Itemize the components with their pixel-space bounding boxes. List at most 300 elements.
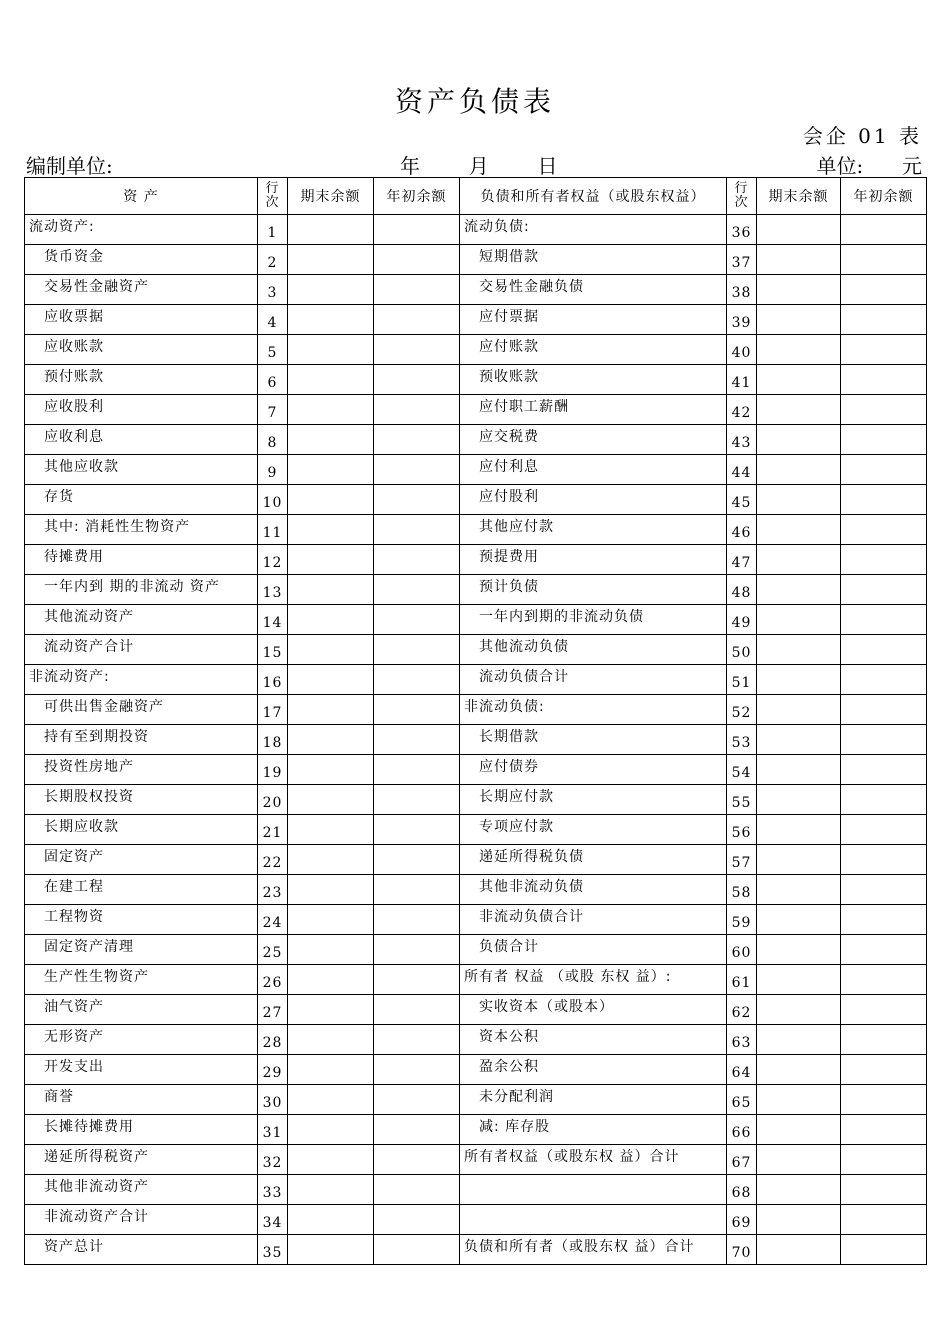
asset-begin-balance-cell (374, 1085, 460, 1115)
table-row (25, 815, 927, 845)
table-row (25, 755, 927, 785)
liability-begin-balance-cell (841, 905, 927, 935)
asset-item: 流动资产合计 (25, 635, 258, 665)
liability-line-no: 50 (727, 635, 757, 665)
asset-begin-balance-cell (374, 1115, 460, 1145)
liability-end-balance-cell (757, 335, 841, 365)
asset-end-balance-cell (288, 425, 374, 455)
asset-line-no: 9 (258, 455, 288, 485)
table-row (25, 605, 927, 635)
asset-end-balance-cell (288, 995, 374, 1025)
asset-item: 资产总计 (25, 1235, 258, 1265)
asset-end-balance-cell (288, 1145, 374, 1175)
asset-begin-balance-cell (374, 815, 460, 845)
table-row (25, 665, 927, 695)
liability-begin-balance-cell (841, 335, 927, 365)
liability-line-no: 37 (727, 245, 757, 275)
asset-item: 生产性生物资产 (25, 965, 258, 995)
liability-end-balance-cell (757, 995, 841, 1025)
table-row (25, 635, 927, 665)
asset-line-no: 13 (258, 575, 288, 605)
balance-sheet-table (24, 177, 927, 1265)
liability-item: 实收资本（或股本） (460, 995, 727, 1025)
liability-begin-balance-cell (841, 305, 927, 335)
liability-end-balance-cell (757, 815, 841, 845)
asset-item: 流动资产: (25, 215, 258, 245)
asset-end-balance-cell (288, 455, 374, 485)
liability-end-balance-cell (757, 605, 841, 635)
table-row (25, 275, 927, 305)
unit-value: 元 (902, 154, 922, 178)
liability-end-balance-cell (757, 965, 841, 995)
liability-begin-balance-cell (841, 665, 927, 695)
currency-unit (817, 150, 922, 179)
asset-item: 工程物资 (25, 905, 258, 935)
liability-begin-balance-cell (841, 965, 927, 995)
asset-begin-balance-cell (374, 395, 460, 425)
asset-begin-balance-cell (374, 935, 460, 965)
asset-begin-balance-cell (374, 455, 460, 485)
asset-end-balance-cell (288, 515, 374, 545)
liability-line-no: 41 (727, 365, 757, 395)
asset-end-balance-cell (288, 1205, 374, 1235)
table-row (25, 845, 927, 875)
liability-end-balance-cell (757, 635, 841, 665)
asset-end-balance-cell (288, 485, 374, 515)
asset-end-balance-cell (288, 335, 374, 365)
liability-line-no: 43 (727, 425, 757, 455)
table-row (25, 575, 927, 605)
liability-end-balance-cell (757, 305, 841, 335)
liability-line-no: 49 (727, 605, 757, 635)
liability-item: 资本公积 (460, 1025, 727, 1055)
table-row (25, 785, 927, 815)
asset-item: 应收利息 (25, 425, 258, 455)
asset-item: 其他非流动资产 (25, 1175, 258, 1205)
asset-end-balance-cell (288, 695, 374, 725)
table-row (25, 1055, 927, 1085)
asset-line-no: 3 (258, 275, 288, 305)
liability-line-no: 55 (727, 785, 757, 815)
table-row (25, 935, 927, 965)
asset-item: 无形资产 (25, 1025, 258, 1055)
asset-item: 在建工程 (25, 875, 258, 905)
liability-begin-balance-cell (841, 725, 927, 755)
liability-begin-balance-cell (841, 485, 927, 515)
table-row (25, 335, 927, 365)
asset-begin-balance-cell (374, 215, 460, 245)
liability-item: 应付账款 (460, 335, 727, 365)
liability-end-balance-cell (757, 845, 841, 875)
asset-item: 投资性房地产 (25, 755, 258, 785)
col-line-no-text: 行次 (734, 181, 749, 210)
asset-line-no: 31 (258, 1115, 288, 1145)
liability-line-no: 69 (727, 1205, 757, 1235)
asset-begin-balance-cell (374, 785, 460, 815)
asset-end-balance-cell (288, 545, 374, 575)
liability-line-no: 44 (727, 455, 757, 485)
table-row (25, 965, 927, 995)
asset-end-balance-cell (288, 935, 374, 965)
asset-item: 非流动资产: (25, 665, 258, 695)
liability-line-no: 54 (727, 755, 757, 785)
liability-line-no: 40 (727, 335, 757, 365)
liability-item: 流动负债: (460, 215, 727, 245)
asset-line-no: 19 (258, 755, 288, 785)
date-day: 日 (537, 154, 558, 178)
asset-item: 应收账款 (25, 335, 258, 365)
asset-item: 其他应收款 (25, 455, 258, 485)
asset-begin-balance-cell (374, 1235, 460, 1265)
date-year: 年 (400, 154, 420, 178)
liability-item: 预提费用 (460, 545, 727, 575)
unit-label: 单位: (816, 154, 864, 178)
liability-line-no: 61 (727, 965, 757, 995)
asset-item: 其中: 消耗性生物资产 (25, 515, 258, 545)
liability-item: 长期应付款 (460, 785, 727, 815)
liability-item: 长期借款 (460, 725, 727, 755)
liability-begin-balance-cell (841, 515, 927, 545)
asset-begin-balance-cell (374, 305, 460, 335)
liability-item: 应付债券 (460, 755, 727, 785)
asset-item: 持有至到期投资 (25, 725, 258, 755)
liability-line-no: 38 (727, 275, 757, 305)
liability-end-balance-cell (757, 665, 841, 695)
asset-begin-balance-cell (374, 575, 460, 605)
col-end-balance: 期末余额 (757, 178, 841, 215)
asset-item: 递延所得税资产 (25, 1145, 258, 1175)
table-row (25, 215, 927, 245)
liability-line-no: 46 (727, 515, 757, 545)
liability-end-balance-cell (757, 755, 841, 785)
liability-begin-balance-cell (841, 1235, 927, 1265)
liability-begin-balance-cell (841, 785, 927, 815)
liability-begin-balance-cell (841, 575, 927, 605)
liability-end-balance-cell (757, 425, 841, 455)
liability-line-no: 68 (727, 1175, 757, 1205)
date-month: 月 (468, 154, 489, 178)
liability-item: 一年内到期的非流动负债 (460, 605, 727, 635)
asset-item: 一年内到 期的非流动 资产 (25, 575, 258, 605)
liability-begin-balance-cell (841, 1145, 927, 1175)
asset-item: 长期应收款 (25, 815, 258, 845)
asset-end-balance-cell (288, 305, 374, 335)
asset-begin-balance-cell (374, 635, 460, 665)
report-date (400, 150, 557, 179)
asset-begin-balance-cell (374, 485, 460, 515)
asset-begin-balance-cell (374, 725, 460, 755)
asset-begin-balance-cell (374, 695, 460, 725)
asset-end-balance-cell (288, 815, 374, 845)
table-row (25, 365, 927, 395)
asset-begin-balance-cell (374, 515, 460, 545)
liability-begin-balance-cell (841, 275, 927, 305)
liability-line-no: 45 (727, 485, 757, 515)
asset-begin-balance-cell (374, 1055, 460, 1085)
asset-line-no: 11 (258, 515, 288, 545)
asset-end-balance-cell (288, 215, 374, 245)
asset-end-balance-cell (288, 605, 374, 635)
liability-item: 负债和所有者（或股东权 益）合计 (460, 1235, 727, 1265)
asset-line-no: 4 (258, 305, 288, 335)
asset-begin-balance-cell (374, 1175, 460, 1205)
liability-line-no: 57 (727, 845, 757, 875)
asset-end-balance-cell (288, 1085, 374, 1115)
col-begin-balance: 年初余额 (374, 178, 460, 215)
asset-line-no: 25 (258, 935, 288, 965)
liability-end-balance-cell (757, 875, 841, 905)
liability-line-no: 53 (727, 725, 757, 755)
asset-item: 其他流动资产 (25, 605, 258, 635)
liability-begin-balance-cell (841, 1115, 927, 1145)
asset-line-no: 14 (258, 605, 288, 635)
asset-begin-balance-cell (374, 965, 460, 995)
asset-line-no: 35 (258, 1235, 288, 1265)
table-row (25, 515, 927, 545)
liability-item: 减: 库存股 (460, 1115, 727, 1145)
liability-end-balance-cell (757, 1145, 841, 1175)
liability-end-balance-cell (757, 1115, 841, 1145)
asset-line-no: 16 (258, 665, 288, 695)
page-title: 资产负债表 (394, 85, 555, 118)
liability-line-no: 66 (727, 1115, 757, 1145)
asset-begin-balance-cell (374, 605, 460, 635)
liability-item: 其他应付款 (460, 515, 727, 545)
asset-begin-balance-cell (374, 995, 460, 1025)
asset-item: 交易性金融资产 (25, 275, 258, 305)
liability-item: 所有者权益（或股东权 益）合计 (460, 1145, 727, 1175)
asset-end-balance-cell (288, 1025, 374, 1055)
asset-end-balance-cell (288, 395, 374, 425)
liability-line-no: 59 (727, 905, 757, 935)
asset-begin-balance-cell (374, 365, 460, 395)
liability-begin-balance-cell (841, 845, 927, 875)
liability-begin-balance-cell (841, 635, 927, 665)
asset-line-no: 18 (258, 725, 288, 755)
liability-end-balance-cell (757, 1055, 841, 1085)
liability-item: 负债合计 (460, 935, 727, 965)
asset-begin-balance-cell (374, 275, 460, 305)
liability-end-balance-cell (757, 275, 841, 305)
asset-end-balance-cell (288, 635, 374, 665)
liability-end-balance-cell (757, 515, 841, 545)
col-end-balance: 期末余额 (288, 178, 374, 215)
liability-begin-balance-cell (841, 545, 927, 575)
asset-item: 应收票据 (25, 305, 258, 335)
compiler-label: 编制单位: (26, 154, 113, 178)
asset-line-no: 27 (258, 995, 288, 1025)
liability-begin-balance-cell (841, 815, 927, 845)
table-row (25, 245, 927, 275)
table-row (25, 425, 927, 455)
asset-end-balance-cell (288, 875, 374, 905)
liability-end-balance-cell (757, 1235, 841, 1265)
asset-end-balance-cell (288, 575, 374, 605)
col-line-no (258, 178, 288, 215)
table-row (25, 1175, 927, 1205)
asset-item: 开发支出 (25, 1055, 258, 1085)
liability-line-no: 60 (727, 935, 757, 965)
asset-line-no: 21 (258, 815, 288, 845)
liability-end-balance-cell (757, 935, 841, 965)
asset-end-balance-cell (288, 785, 374, 815)
asset-begin-balance-cell (374, 1025, 460, 1055)
asset-line-no: 6 (258, 365, 288, 395)
asset-begin-balance-cell (374, 845, 460, 875)
liability-begin-balance-cell (841, 1055, 927, 1085)
liability-begin-balance-cell (841, 455, 927, 485)
asset-line-no: 32 (258, 1145, 288, 1175)
liability-end-balance-cell (757, 485, 841, 515)
liability-end-balance-cell (757, 1025, 841, 1055)
liability-begin-balance-cell (841, 695, 927, 725)
liability-item: 盈余公积 (460, 1055, 727, 1085)
asset-item: 待摊费用 (25, 545, 258, 575)
asset-line-no: 8 (258, 425, 288, 455)
table-row (25, 1025, 927, 1055)
table-row (25, 995, 927, 1025)
liability-item: 预计负债 (460, 575, 727, 605)
liability-item (460, 1175, 727, 1205)
asset-item: 可供出售金融资产 (25, 695, 258, 725)
liability-begin-balance-cell (841, 1085, 927, 1115)
asset-item: 长期股权投资 (25, 785, 258, 815)
asset-begin-balance-cell (374, 425, 460, 455)
asset-end-balance-cell (288, 755, 374, 785)
liability-line-no: 64 (727, 1055, 757, 1085)
asset-item: 存货 (25, 485, 258, 515)
liability-item: 其他非流动负债 (460, 875, 727, 905)
liability-line-no: 58 (727, 875, 757, 905)
liability-line-no: 65 (727, 1085, 757, 1115)
col-assets: 资 产 (25, 178, 258, 215)
liability-line-no: 47 (727, 545, 757, 575)
liability-end-balance-cell (757, 785, 841, 815)
liability-item: 交易性金融负债 (460, 275, 727, 305)
liability-begin-balance-cell (841, 1205, 927, 1235)
asset-line-no: 22 (258, 845, 288, 875)
table-row (25, 725, 927, 755)
asset-line-no: 26 (258, 965, 288, 995)
asset-line-no: 5 (258, 335, 288, 365)
liability-end-balance-cell (757, 395, 841, 425)
asset-line-no: 7 (258, 395, 288, 425)
asset-item: 货币资金 (25, 245, 258, 275)
liability-line-no: 52 (727, 695, 757, 725)
asset-line-no: 10 (258, 485, 288, 515)
liability-item: 其他流动负债 (460, 635, 727, 665)
liability-line-no: 39 (727, 305, 757, 335)
liability-line-no: 67 (727, 1145, 757, 1175)
liability-item (460, 1205, 727, 1235)
liability-end-balance-cell (757, 725, 841, 755)
liability-item: 应付利息 (460, 455, 727, 485)
asset-line-no: 1 (258, 215, 288, 245)
asset-begin-balance-cell (374, 905, 460, 935)
asset-end-balance-cell (288, 275, 374, 305)
asset-item: 固定资产清理 (25, 935, 258, 965)
asset-end-balance-cell (288, 965, 374, 995)
asset-line-no: 15 (258, 635, 288, 665)
asset-begin-balance-cell (374, 665, 460, 695)
liability-item: 非流动负债合计 (460, 905, 727, 935)
liability-item: 未分配利润 (460, 1085, 727, 1115)
asset-begin-balance-cell (374, 755, 460, 785)
asset-begin-balance-cell (374, 545, 460, 575)
liability-item: 应付票据 (460, 305, 727, 335)
asset-end-balance-cell (288, 725, 374, 755)
liability-item: 所有者 权益 （或股 东权 益）: (460, 965, 727, 995)
table-row (25, 545, 927, 575)
liability-item: 流动负债合计 (460, 665, 727, 695)
asset-item: 商誉 (25, 1085, 258, 1115)
asset-line-no: 12 (258, 545, 288, 575)
asset-item: 预付账款 (25, 365, 258, 395)
asset-begin-balance-cell (374, 335, 460, 365)
liability-line-no: 63 (727, 1025, 757, 1055)
asset-begin-balance-cell (374, 1145, 460, 1175)
liability-item: 应付职工薪酬 (460, 395, 727, 425)
liability-end-balance-cell (757, 1175, 841, 1205)
liability-begin-balance-cell (841, 755, 927, 785)
asset-item: 长摊待摊费用 (25, 1115, 258, 1145)
asset-line-no: 30 (258, 1085, 288, 1115)
liability-begin-balance-cell (841, 1175, 927, 1205)
liability-begin-balance-cell (841, 425, 927, 455)
liability-item: 应付股利 (460, 485, 727, 515)
liability-end-balance-cell (757, 1085, 841, 1115)
asset-line-no: 34 (258, 1205, 288, 1235)
liability-begin-balance-cell (841, 215, 927, 245)
asset-line-no: 17 (258, 695, 288, 725)
liability-begin-balance-cell (841, 995, 927, 1025)
liability-end-balance-cell (757, 215, 841, 245)
liability-line-no: 36 (727, 215, 757, 245)
table-row (25, 1085, 927, 1115)
liability-begin-balance-cell (841, 1025, 927, 1055)
asset-end-balance-cell (288, 1115, 374, 1145)
asset-end-balance-cell (288, 1235, 374, 1265)
liability-begin-balance-cell (841, 875, 927, 905)
liability-begin-balance-cell (841, 395, 927, 425)
table-row (25, 1145, 927, 1175)
liability-line-no: 48 (727, 575, 757, 605)
col-line-no-text: 行次 (265, 181, 280, 210)
table-row (25, 905, 927, 935)
liability-item: 短期借款 (460, 245, 727, 275)
liability-end-balance-cell (757, 1205, 841, 1235)
asset-line-no: 24 (258, 905, 288, 935)
liability-end-balance-cell (757, 575, 841, 605)
table-header-row (25, 178, 927, 215)
table-row (25, 1115, 927, 1145)
asset-item: 油气资产 (25, 995, 258, 1025)
liability-begin-balance-cell (841, 245, 927, 275)
asset-line-no: 23 (258, 875, 288, 905)
asset-end-balance-cell (288, 845, 374, 875)
asset-end-balance-cell (288, 905, 374, 935)
asset-item: 应收股利 (25, 395, 258, 425)
liability-end-balance-cell (757, 545, 841, 575)
liability-line-no: 70 (727, 1235, 757, 1265)
asset-line-no: 28 (258, 1025, 288, 1055)
col-liabilities: 负债和所有者权益（或股东权益） (460, 178, 727, 215)
asset-begin-balance-cell (374, 245, 460, 275)
asset-line-no: 33 (258, 1175, 288, 1205)
asset-line-no: 2 (258, 245, 288, 275)
table-row (25, 395, 927, 425)
table-row (25, 1205, 927, 1235)
